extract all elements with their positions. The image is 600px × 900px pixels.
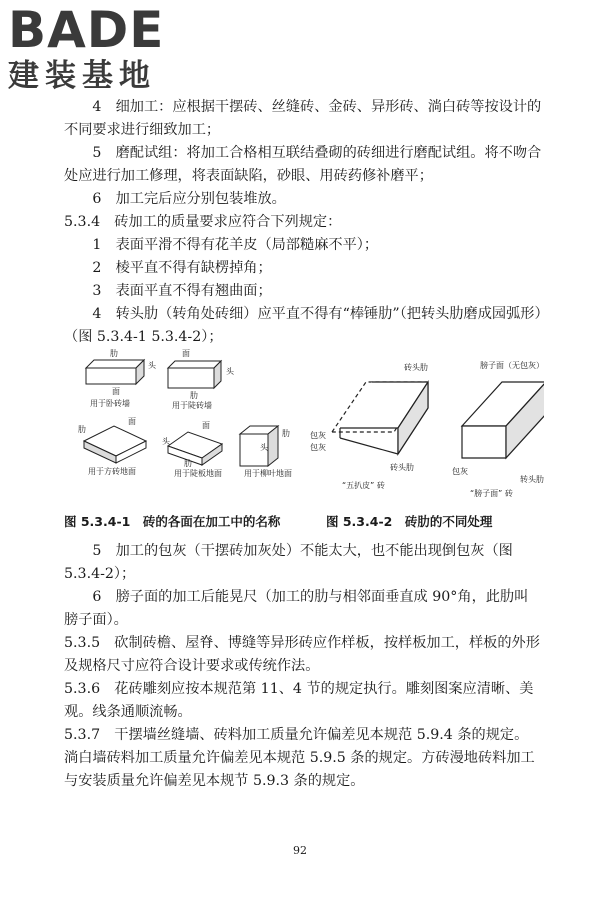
figure-caption-left: 图 5.3.4-1 砖的各面在加工中的名称 xyxy=(64,514,281,529)
label-b1-face: 面 xyxy=(112,387,120,396)
section-5-3-4-item-1: 1 表面平滑不得有花羊皮（局部糙麻不平）； xyxy=(92,237,379,253)
label-b1-head: 头 xyxy=(148,361,156,370)
label-baohui-3: 包灰 xyxy=(452,467,468,476)
label-b5-rib: 肋 xyxy=(282,429,290,438)
label-b2-rib: 肋 xyxy=(190,391,198,400)
bottom-text-block xyxy=(64,540,542,793)
figure-right-wubapi xyxy=(332,382,428,454)
logo-brand-text: BADE xyxy=(8,1,165,59)
section-5-3-4-item-4: 4 转头肋（转角处砖细）应平直不得有“棒锤肋”（把转头肋磨成园弧形）（图 5.3.4-1 5.3.4-2）； xyxy=(64,306,542,345)
label-b3-caption: 用于方砖地面 xyxy=(88,467,136,476)
label-baohui-2: 包灰 xyxy=(310,443,326,452)
paragraph-item-5: 5 磨配试组：将加工合格相互联结叠砌的砖细进行磨配试组。将不吻合处应进行加工修理，将表面缺陷，砂眼、用砖药修补磨平； xyxy=(64,145,542,184)
top-text-block xyxy=(64,96,542,349)
figure-caption-right: 图 5.3.4-2 砖肋的不同处理 xyxy=(326,514,493,529)
section-5-3-7: 5.3.7 干摆墙丝缝墙、砖料加工质量允许偏差见本规范 5.9.4 条的规定。淌白墙砖料加工质量允许偏差见本规范 5.9.5 条的规定。方砖漫地砖料加工与安装质量允许偏差见本规节 5.9.3 条的规定。 xyxy=(64,727,535,789)
label-b4-caption: 用于陡板地面 xyxy=(174,469,222,478)
label-zhuantoulei-3: 砖头肋 xyxy=(390,463,414,472)
section-5-3-6: 5.3.6 花砖雕刻应按本规范第 11、4 节的规定执行。雕刻图案应清晰、美观。线条通顺流畅。 xyxy=(64,681,534,720)
figure-left-group xyxy=(84,360,278,466)
section-5-3-4-item-2: 2 棱平直不得有缺楞掉角； xyxy=(92,260,272,276)
label-bangzimian: 膀子面（无包灰） xyxy=(480,361,544,370)
label-b5-caption: 用于柳叶地面 xyxy=(244,469,292,478)
paragraph-item-6: 6 加工完后应分别包装堆放。 xyxy=(92,191,286,207)
label-b4-head: 头 xyxy=(162,437,170,446)
brick-square-floor xyxy=(84,426,146,463)
label-b4-face: 面 xyxy=(202,421,210,430)
paragraph-bangzimian: 6 膀子面的加工后能晃尺（加工的肋与相邻面垂直成 90°角，此肋叫膀子面）。 xyxy=(64,589,529,628)
paragraph-item-4: 4 细加工：应根据干摆砖、丝缝砖、金砖、异形砖、淌白砖等按设计的不同要求进行细致加工； xyxy=(64,99,542,138)
label-bangzimian-brick: “膀子面” 砖 xyxy=(470,489,513,498)
section-5-3-4-item-3: 3 表面平直不得有翘曲面； xyxy=(92,283,272,299)
brand-logo xyxy=(8,1,178,94)
section-5-3-5: 5.3.5 砍制砖檐、屋脊、博缝等异形砖应作样板，按样板加工，样板的外形及规格尺寸应符合设计要求或传统作法。 xyxy=(64,635,540,674)
label-b3-face: 面 xyxy=(128,417,136,426)
label-zhuantoulei: 砖头肋 xyxy=(404,363,428,372)
label-b2-face: 面 xyxy=(182,349,190,358)
brick-upright-wall xyxy=(168,361,221,388)
label-baohui-1: 包灰 xyxy=(310,431,326,440)
figure-brick-faces xyxy=(64,346,544,532)
page-number: 92 xyxy=(293,844,307,857)
paragraph-baohui: 5 加工的包灰（干摆砖加灰处）不能太大，也不能出现倒包灰（图 5.3.4-2）； xyxy=(64,543,513,582)
label-b2-head: 头 xyxy=(226,367,234,376)
label-b4-rib: 肋 xyxy=(184,459,192,468)
label-b1-caption: 用于卧砖墙 xyxy=(90,399,130,408)
logo-subtitle: 建装基地 xyxy=(8,58,156,94)
label-b5-head: 头 xyxy=(260,443,268,452)
section-5-3-4-heading: 5.3.4 砖加工的质量要求应符合下列规定： xyxy=(64,214,342,230)
label-wubapi-brick: “五扒皮” 砖 xyxy=(342,481,385,490)
label-b1-rib: 肋 xyxy=(110,349,118,358)
label-b3-rib: 肋 xyxy=(78,425,86,434)
brick-willow-floor xyxy=(240,426,278,466)
label-zhuantoulei-2: 转头肋 xyxy=(520,475,544,484)
label-b2-caption: 用于陡砖墙 xyxy=(172,401,212,410)
brick-slab-floor xyxy=(168,432,222,465)
figure-drawing xyxy=(64,346,544,506)
figure-right-bangzimian xyxy=(462,382,544,458)
brick-lying-wall xyxy=(86,360,144,384)
